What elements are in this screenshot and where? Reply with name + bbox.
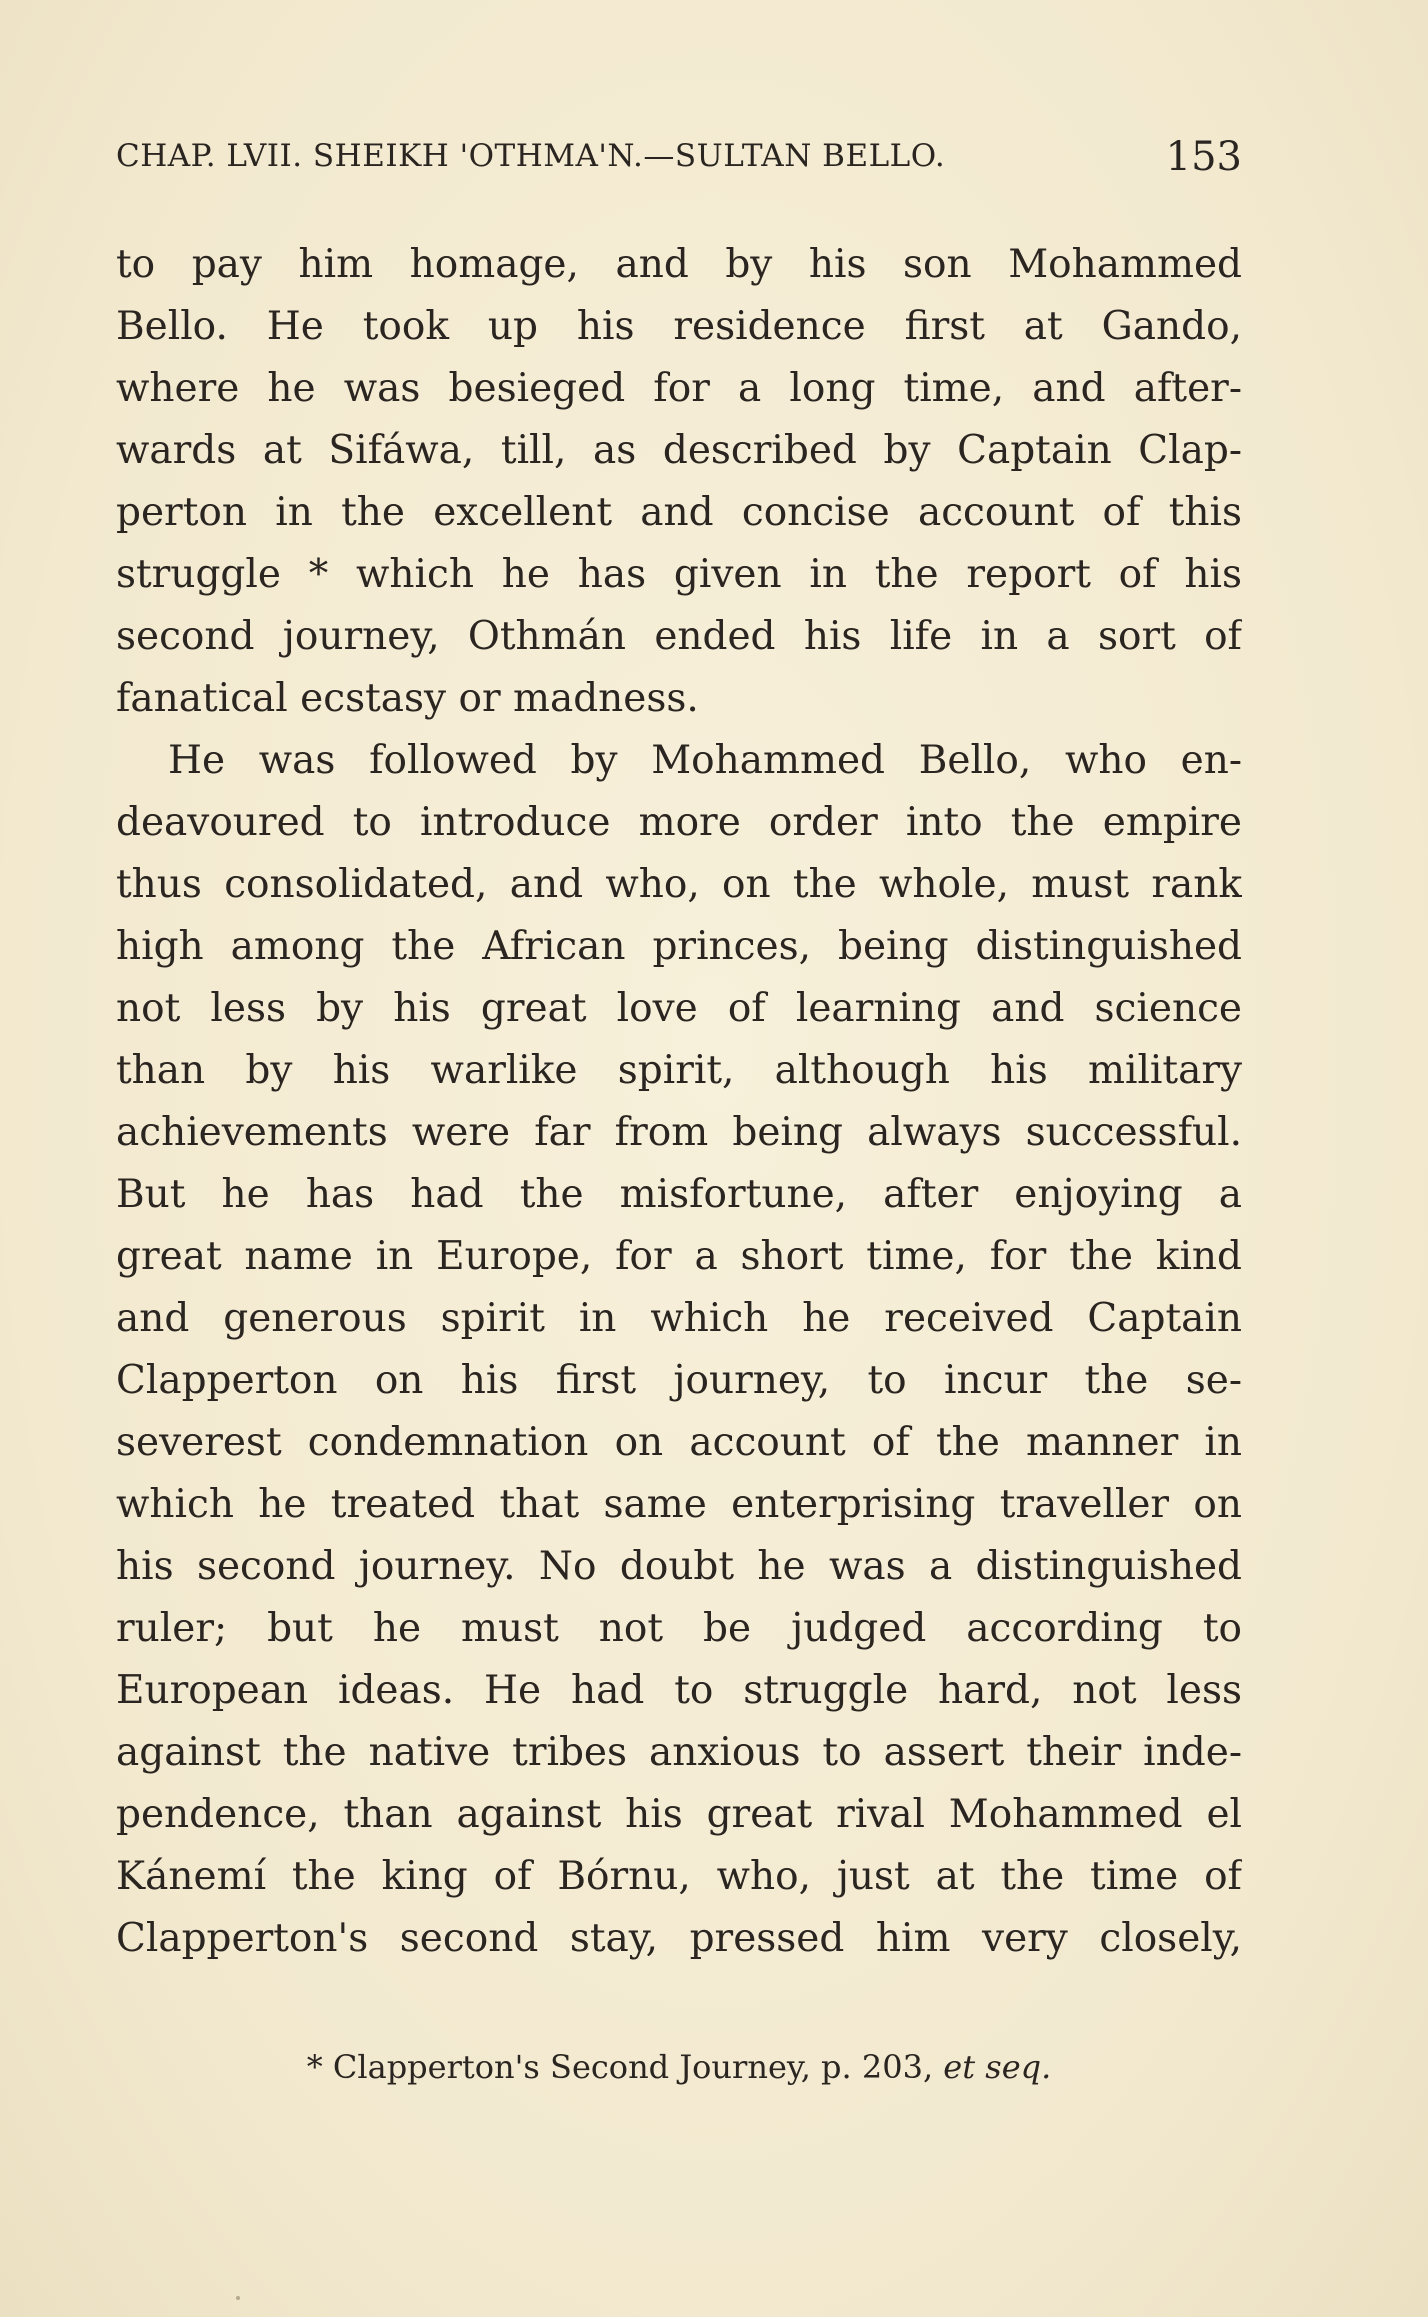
text-line: achievements were far from being always successful. [116, 1110, 1242, 1155]
text-line: and generous spirit in which he received Captain [116, 1296, 1242, 1341]
text-line: Clapperton on his first journey, to incur the se- [116, 1358, 1242, 1403]
page-number: 153 [1165, 134, 1242, 180]
text-line: against the native tribes anxious to assert their inde- [116, 1730, 1242, 1775]
text-line: fanatical ecstasy or madness. [116, 676, 699, 721]
text-line: high among the African princes, being distinguished [116, 924, 1242, 969]
footnote-text: Clapperton's Second Journey, p. 203, [332, 2048, 934, 2086]
text-line: not less by his great love of learning and science [116, 986, 1242, 1031]
footnote-marker: * [306, 2048, 323, 2086]
text-line: European ideas. He had to struggle hard, not less [116, 1668, 1242, 1713]
text-line: which he treated that same enterprising traveller on [116, 1482, 1242, 1527]
text-line: where he was besieged for a long time, and after- [116, 366, 1242, 411]
text-line: Kánemí the king of Bórnu, who, just at the time of [116, 1854, 1242, 1899]
text-line: Clapperton's second stay, pressed him very closely, [116, 1916, 1242, 1961]
body-text [116, 234, 1242, 1970]
text-line: his second journey. No doubt he was a distinguished [116, 1544, 1242, 1589]
text-line: struggle * which he has given in the report of his [116, 552, 1242, 597]
footnote-italic: et seq. [943, 2048, 1052, 2086]
text-line: wards at Sifáwa, till, as described by Captain Clap- [116, 428, 1242, 473]
text-line: But he has had the misfortune, after enjoying a [116, 1172, 1242, 1217]
footnote [116, 2048, 1242, 2086]
text-line: deavoured to introduce more order into the empire [116, 800, 1242, 845]
text-line: second journey, Othmán ended his life in a sort of [116, 614, 1242, 659]
running-head: CHAP. LVII. SHEIKH 'OTHMA'N.—SULTAN BELLO. [116, 138, 946, 174]
text-line: to pay him homage, and by his son Mohammed [116, 242, 1242, 287]
paper-speck [236, 2296, 240, 2300]
text-line: He was followed by Mohammed Bello, who en- [168, 738, 1242, 783]
text-line: pendence, than against his great rival Mohammed el [116, 1792, 1242, 1837]
text-line: thus consolidated, and who, on the whole, must rank [116, 862, 1242, 907]
text-line: Bello. He took up his residence first at Gando, [116, 304, 1242, 349]
text-line: perton in the excellent and concise account of this [116, 490, 1242, 535]
text-line: severest condemnation on account of the manner in [116, 1420, 1242, 1465]
page-header [116, 134, 1242, 198]
text-line: than by his warlike spirit, although his military [116, 1048, 1242, 1093]
text-line: great name in Europe, for a short time, for the kind [116, 1234, 1242, 1279]
text-line: ruler; but he must not be judged according to [116, 1606, 1242, 1651]
